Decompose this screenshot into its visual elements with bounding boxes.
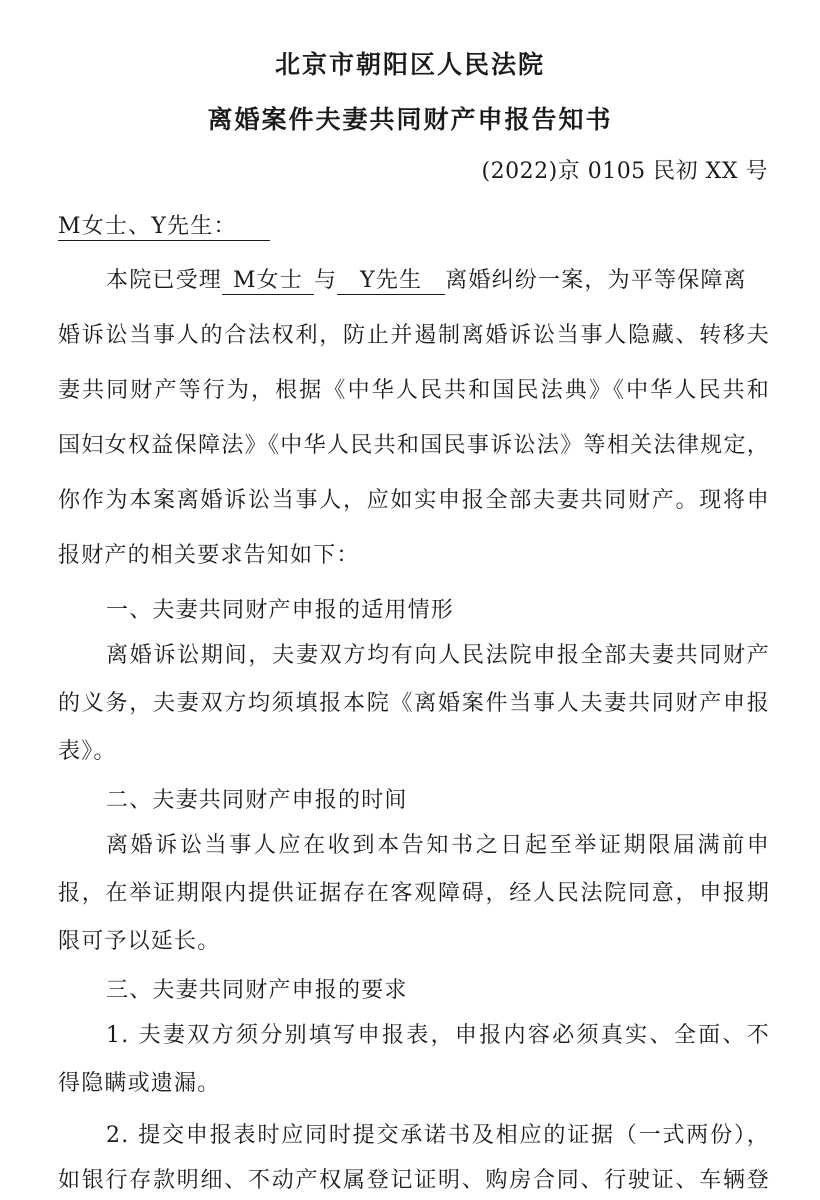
section-heading: 三、夫妻共同财产申报的要求 <box>106 978 408 1003</box>
party-one: M女士 <box>222 268 314 295</box>
section-line: 得隐瞒或遗漏。 <box>58 1071 221 1096</box>
section-line: 离婚诉讼当事人应在收到本告知书之日起至举证期限届满前申 <box>106 833 770 858</box>
intro-prefix: 本院已受理 <box>106 268 223 293</box>
section-line: 限可予以延长。 <box>58 929 221 954</box>
intro-line: 婚诉讼当事人的合法权利，防止并遏制离婚诉讼当事人隐藏、转移夫 <box>58 323 770 348</box>
section-line: 2. 提交申报表时应同时提交承诺书及相应的证据（一式两份）， <box>106 1123 770 1148</box>
intro-suffix: 离婚纠纷一案，为平等保障离 <box>445 268 747 293</box>
party-two: Y先生 <box>337 268 445 295</box>
intro-line: 妻共同财产等行为，根据《中华人民共和国民法典》《中华人民共和 <box>58 378 770 403</box>
addressee-line <box>58 212 770 242</box>
section-heading: 一、夫妻共同财产申报的适用情形 <box>106 598 455 623</box>
intro-first-line <box>58 266 770 296</box>
section-line: 的义务，夫妻双方均须填报本院《离婚案件当事人夫妻共同财产申报 <box>58 691 770 716</box>
section-heading: 二、夫妻共同财产申报的时间 <box>106 788 408 813</box>
court-name: 北京市朝阳区人民法院 <box>274 50 545 79</box>
addressee: M女士、Y先生： <box>58 214 270 241</box>
section-line: 1. 夫妻双方须分别填写申报表，申报内容必须真实、全面、不 <box>106 1023 770 1048</box>
intro-line: 国妇女权益保障法》《中华人民共和国民事诉讼法》等相关法律规定， <box>58 433 770 458</box>
section-line: 离婚诉讼期间，夫妻双方均有向人民法院申报全部夫妻共同财产 <box>106 643 770 668</box>
section-line: 表》。 <box>58 739 117 764</box>
intro-line: 你作为本案离婚诉讼当事人，应如实申报全部夫妻共同财产。现将申 <box>58 488 770 513</box>
document-title: 离婚案件夫妻共同财产申报告知书 <box>207 105 613 134</box>
case-number: (2022)京 0105 民初 XX 号 <box>481 159 768 184</box>
section-line: 如银行存款明细、不动产权属登记证明、购房合同、行驶证、车辆登 <box>58 1168 770 1193</box>
section-line: 报，在举证期限内提供证据存在客观障碍，经人民法院同意，申报期 <box>58 881 770 906</box>
intro-line: 报财产的相关要求告知如下： <box>58 543 360 568</box>
intro-mid: 与 <box>314 268 338 293</box>
